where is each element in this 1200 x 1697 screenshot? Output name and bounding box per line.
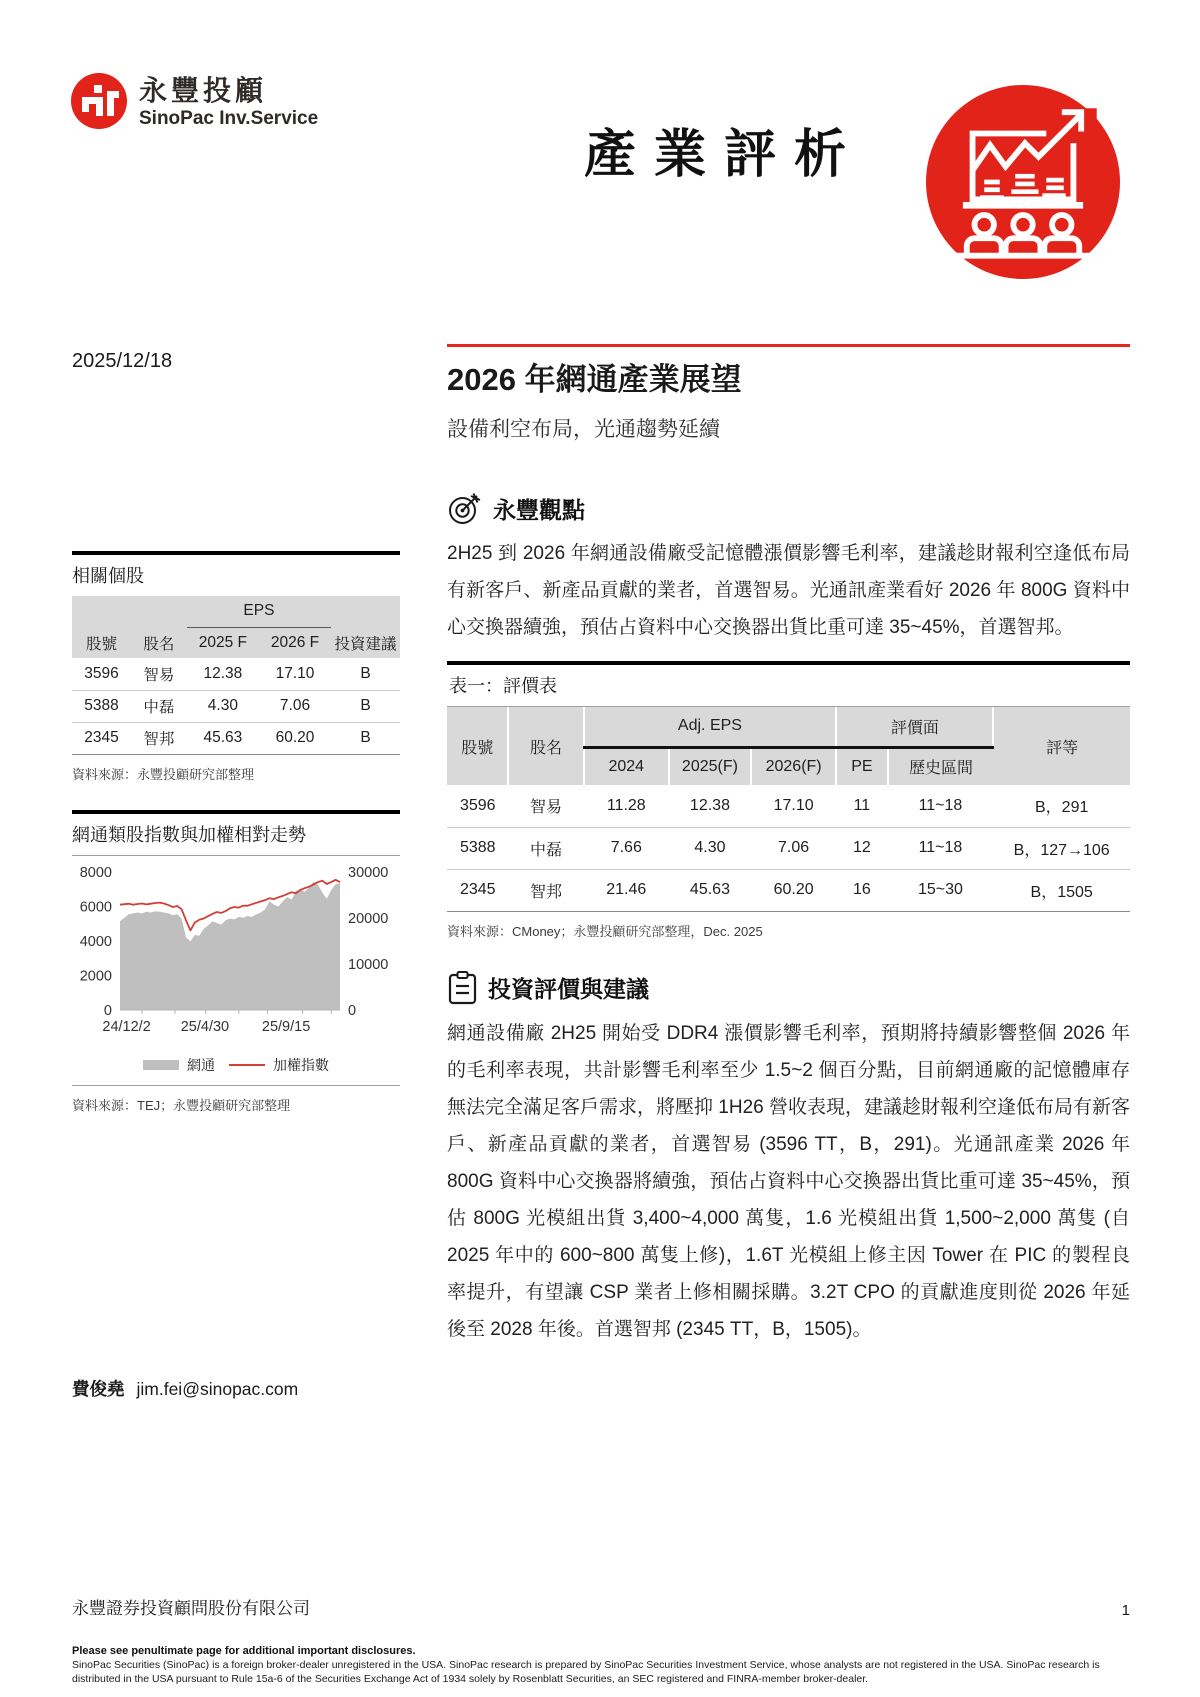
col-rating: 評等 [993, 707, 1130, 785]
eps-2025-cell: 4.30 [669, 827, 751, 869]
eps-2026-cell: 17.10 [751, 785, 836, 827]
rating-cell: B，1505 [993, 869, 1130, 911]
related-stocks-section [72, 551, 400, 783]
rating-cell: B，291 [993, 785, 1130, 827]
svg-text:0: 0 [103, 1002, 112, 1019]
recommendation-cell: B [331, 658, 400, 690]
col-hist-range: 歷史區間 [888, 747, 994, 785]
viewpoint-heading-label: 永豐觀點 [493, 496, 585, 523]
related-stocks-source: 資料來源：永豐投顧研究部整理 [72, 766, 255, 782]
svg-text:25/4/30: 25/4/30 [180, 1018, 230, 1035]
footer [72, 1594, 1130, 1686]
eps-2025-cell: 12.38 [669, 785, 751, 827]
page-title: 2026 年網通產業展望 [447, 362, 742, 397]
disclosure-bold: Please see penultimate page for additional important disclosures. [72, 1645, 416, 1657]
pe-cell: 16 [836, 869, 887, 911]
col-2025f: 2025 F [187, 627, 259, 658]
svg-text:4000: 4000 [79, 933, 112, 950]
viewpoint-heading [447, 490, 1130, 526]
col-2026f: 2026(F) [751, 747, 836, 785]
title-red-rule [447, 344, 1130, 347]
eps-2026-cell: 7.06 [751, 827, 836, 869]
table-row [447, 869, 1130, 911]
related-stocks-table [72, 596, 400, 755]
legend-item-area [143, 1055, 215, 1075]
chart-title: 網通類股指數與加權相對走勢 [72, 824, 306, 845]
table-row [447, 785, 1130, 827]
recommendation-cell: B [331, 690, 400, 722]
legend-area-label: 網通 [187, 1056, 215, 1073]
legend-line-swatch [229, 1064, 265, 1066]
main-column [447, 344, 1130, 1348]
sidebar [72, 551, 400, 1114]
table-row [72, 690, 400, 722]
valuation-table-title: 表一：評價表 [449, 676, 557, 697]
stock-name-cell: 中磊 [131, 690, 187, 722]
svg-text:0: 0 [348, 1002, 357, 1019]
chart-legend [72, 1055, 400, 1085]
recommendation-heading [447, 970, 1130, 1006]
table-row [72, 658, 400, 690]
viewpoint-body: 2H25 到 2026 年網通設備廠受記憶體漲價影響毛利率，建議趁財報利空逢低布局有新客戶、新產品貢獻的業者，首選智易。光通訊產業看好 2026 年 800G 資料中心交換器續強，預估占資料中心交換器出貨比重可達 35~45%，首選智邦。 [447, 543, 1130, 639]
recommendation-body: 網通設備廠 2H25 開始受 DDR4 漲價影響毛利率，預期將持續影響整個 2026 年的毛利率表現，共計影響毛利率至少 1.5~2 個百分點，目前網通廠的記憶體庫存無法完全滿足客戶需求，將壓抑 1H26 營收表現，建議趁財報利空逢低布局有新客戶、新產品貢獻的業者，首選智易 (3596 TT，B，291)。光通訊產業 2026 年 800G 資料中心交換器將續強，預估占資料中心交換器出貨比重可達 35~45%，預估 800G 光模組出貨 3,400~4,000 萬隻，1.6 光模組出貨 1,500~2,000 萬隻 (自 2025 年中的 600~800 萬隻上修)，1.6T 光模組上修主因 Tower 在 PIC 的製程良率提升，有望讓 CSP 業者上修相關採購。3.2T CPO 的貢獻進度則從 2026 年延後至 2028 年後。首選智邦 (2345 TT，B，1505)。 [447, 1022, 1130, 1340]
hist-range-cell: 15~30 [888, 869, 994, 911]
logo-text [139, 72, 318, 130]
svg-text:30000: 30000 [348, 864, 389, 881]
svg-text:6000: 6000 [79, 899, 112, 915]
stock-id-cell: 3596 [447, 785, 508, 827]
col-2024: 2024 [584, 747, 669, 785]
related-stocks-title: 相關個股 [72, 566, 144, 586]
stock-id-cell: 2345 [447, 869, 508, 911]
logo-name-en: SinoPac Inv.Service [139, 108, 319, 130]
stock-name-cell: 智易 [131, 658, 187, 690]
rating-cell: B，127→106 [993, 827, 1130, 869]
eps-2024-cell: 7.66 [584, 827, 669, 869]
disclosure-text: SinoPac Securities (SinoPac) is a foreign broker-dealer unregistered in the USA. SinoPac research is prepared by SinoPac Securities Investment Service, whose analysts are not registered in the USA. SinoPac research is distributed in the USA pursuant to Rule 15a-6 of the Securities Exchange Act of 1934 solely by Rosenblatt Securities, an SEC registered and FINRA-member broker-dealer. [72, 1659, 1100, 1685]
index-relative-chart [72, 860, 400, 1055]
eps-2026-cell: 17.10 [259, 658, 331, 690]
col-2026f: 2026 F [259, 627, 331, 658]
chart-source: 資料來源：TEJ；永豐投顧研究部整理 [72, 1097, 291, 1113]
target-dart-icon [447, 490, 483, 526]
recommendation-heading-label: 投資評價與建議 [488, 976, 649, 1003]
eps-2025-cell: 45.63 [669, 869, 751, 911]
group-adj-eps: Adj. EPS [584, 707, 837, 747]
hist-range-cell: 11~18 [888, 827, 994, 869]
eps-2025-cell: 45.63 [187, 722, 259, 754]
page-subtitle: 設備利空布局，光通趨勢延續 [447, 417, 720, 441]
eps-group-row [72, 596, 400, 627]
eps-group-header: EPS [187, 596, 331, 627]
legend-item-line [229, 1055, 329, 1075]
valuation-table-section [447, 661, 1130, 940]
stock-name-cell: 智邦 [508, 869, 583, 911]
industry-analysis-badge-icon [926, 85, 1120, 279]
stock-name-cell: 智易 [508, 785, 583, 827]
page-number: 1 [1121, 1602, 1130, 1619]
stock-id-cell: 5388 [72, 690, 131, 722]
group-valuation: 評價面 [836, 707, 993, 747]
eps-2026-cell: 7.06 [259, 690, 331, 722]
valuation-table-source: 資料來源：CMoney；永豐投顧研究部整理，Dec. 2025 [447, 923, 763, 939]
table-row [72, 722, 400, 754]
company-name: 永豐證券投資顧問股份有限公司 [72, 1599, 310, 1618]
eps-2025-cell: 12.38 [187, 658, 259, 690]
stock-id-cell: 5388 [447, 827, 508, 869]
eps-2026-cell: 60.20 [259, 722, 331, 754]
column-header-row [72, 627, 400, 658]
col-stock-id: 股號 [447, 707, 508, 785]
sinopac-logo-icon [70, 72, 128, 130]
stock-id-cell: 3596 [72, 658, 131, 690]
svg-text:10000: 10000 [348, 956, 389, 973]
table-row [447, 827, 1130, 869]
stock-id-cell: 2345 [72, 722, 131, 754]
pe-cell: 11 [836, 785, 887, 827]
author-name: 費俊堯 [72, 1379, 125, 1399]
report-date: 2025/12/18 [72, 350, 173, 372]
author-email: jim.fei@sinopac.com [136, 1379, 299, 1399]
valuation-table [447, 707, 1130, 912]
eps-2024-cell: 11.28 [584, 785, 669, 827]
col-stock-name: 股名 [508, 707, 583, 785]
svg-text:24/12/2: 24/12/2 [102, 1018, 151, 1035]
col-stock-name: 股名 [131, 627, 187, 658]
group-header-row [447, 707, 1130, 747]
doc-type-title: 產業評析 [584, 126, 865, 184]
logo-name-cn: 永豐投顧 [139, 75, 268, 106]
eps-2025-cell: 4.30 [187, 690, 259, 722]
col-recommendation: 投資建議 [331, 627, 400, 658]
clipboard-icon [447, 970, 478, 1006]
svg-text:20000: 20000 [348, 910, 389, 927]
chart-section [72, 810, 400, 1114]
pe-cell: 12 [836, 827, 887, 869]
recommendation-cell: B [331, 722, 400, 754]
legend-line-label: 加權指數 [273, 1056, 329, 1073]
col-pe: PE [836, 747, 887, 785]
svg-text:25/9/15: 25/9/15 [261, 1018, 311, 1035]
svg-text:2000: 2000 [79, 968, 112, 984]
sinopac-logo [70, 72, 318, 130]
col-2025f: 2025(F) [669, 747, 751, 785]
stock-name-cell: 智邦 [131, 722, 187, 754]
stock-name-cell: 中磊 [508, 827, 583, 869]
eps-2024-cell: 21.46 [584, 869, 669, 911]
legend-area-swatch [143, 1060, 179, 1070]
col-stock-id: 股號 [72, 627, 131, 658]
author-line [72, 1376, 298, 1401]
eps-2026-cell: 60.20 [751, 869, 836, 911]
hist-range-cell: 11~18 [888, 785, 994, 827]
svg-text:8000: 8000 [79, 864, 112, 881]
